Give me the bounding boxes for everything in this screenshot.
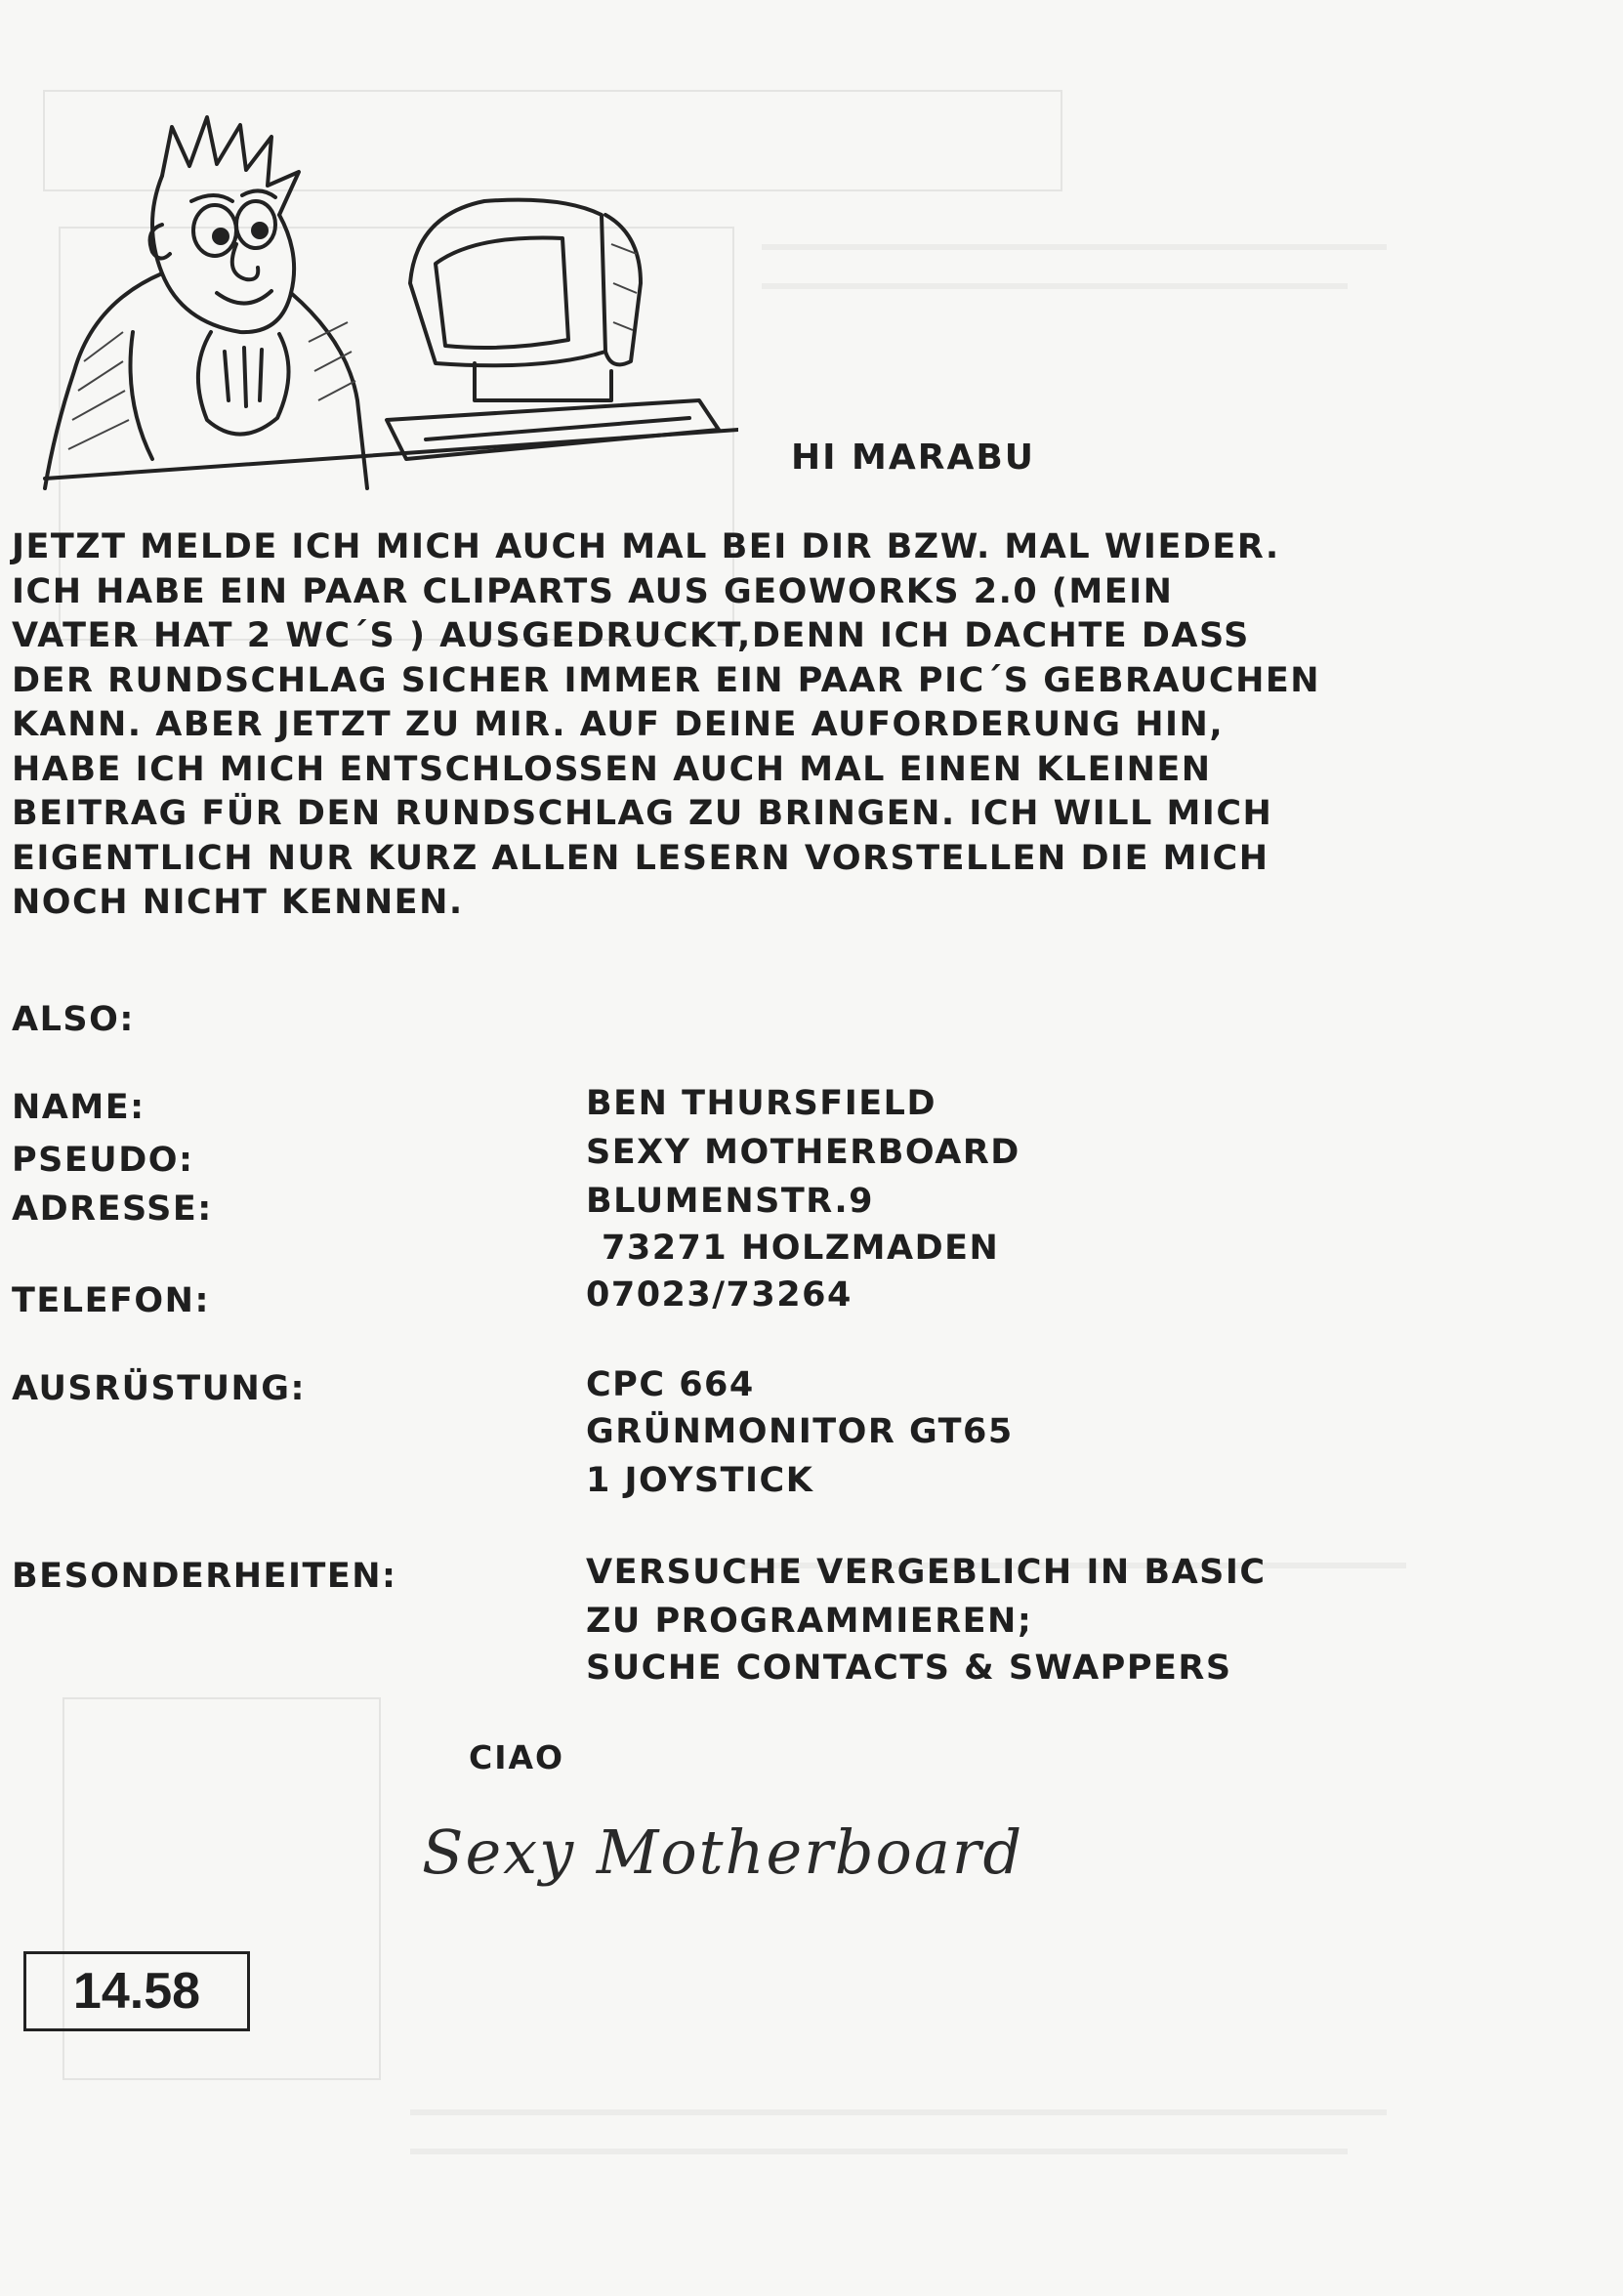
greeting: HI MARABU: [791, 438, 1035, 478]
intro-label: ALSO:: [12, 1000, 135, 1039]
signature: Sexy Motherboard: [422, 1816, 1024, 1888]
reverse-page-line: [410, 2149, 1348, 2154]
reverse-page-line: [410, 2109, 1387, 2115]
notes-line: VERSUCHE VERGEBLICH IN BASIC: [586, 1553, 1267, 1592]
phone-label: TELEFON:: [12, 1281, 210, 1320]
pseudo-value: SEXY MOTHERBOARD: [586, 1133, 1020, 1172]
equipment-item: CPC 664: [586, 1365, 755, 1404]
pseudo-label: PSEUDO:: [12, 1141, 194, 1180]
name-value: BEN THURSFIELD: [586, 1084, 937, 1123]
notes-label: BESONDERHEITEN:: [12, 1557, 397, 1596]
reverse-page-line: [762, 244, 1387, 250]
equipment-label: AUSRÜSTUNG:: [12, 1369, 307, 1408]
page-number-box: [23, 1951, 250, 2031]
notes-line: SUCHE CONTACTS & SWAPPERS: [586, 1649, 1232, 1688]
equipment-item: 1 JOYSTICK: [586, 1461, 814, 1500]
address-label: ADRESSE:: [12, 1190, 213, 1229]
equipment-item: GRÜNMONITOR GT65: [586, 1412, 1014, 1451]
name-label: NAME:: [12, 1088, 146, 1127]
letter-body: JETZT MELDE ICH MICH AUCH MAL BEI DIR BZW. MAL WIEDER. ICH HABE EIN PAAR CLIPARTS AUS GEOWORKS 2.0 (MEIN VATER HAT 2 WC´S ) AUSGEDRUCKT,DENN ICH DACHTE DASS DER RUNDSCHLAG SICHER IMMER EIN PAAR PIC´S GEBRAUCHEN KANN. ABER JETZT ZU MIR. AUF DEINE AUFORDERUNG HIN, HABE ICH MICH ENTSCHLOSSEN AUCH MAL EINEN KLEINEN BEITRAG FÜR DEN RUNDSCHLAG ZU BRINGEN. ICH WILL MICH EIGENTLICH NUR KURZ ALLEN LESERN VORSTELLEN DIE MICH NOCH NICHT KENNEN.: [12, 527, 1321, 922]
phone-value: 07023/73264: [586, 1275, 853, 1315]
closing: CIAO: [469, 1738, 565, 1776]
notes-line: ZU PROGRAMMIEREN;: [586, 1602, 1033, 1641]
man-at-computer-clipart: [16, 107, 738, 498]
reverse-page-line: [762, 283, 1348, 289]
address-line-2: 73271 HOLZMADEN: [602, 1229, 1000, 1268]
page-number: 14.58: [72, 1963, 201, 2020]
address-line-1: BLUMENSTR.9: [586, 1182, 875, 1221]
